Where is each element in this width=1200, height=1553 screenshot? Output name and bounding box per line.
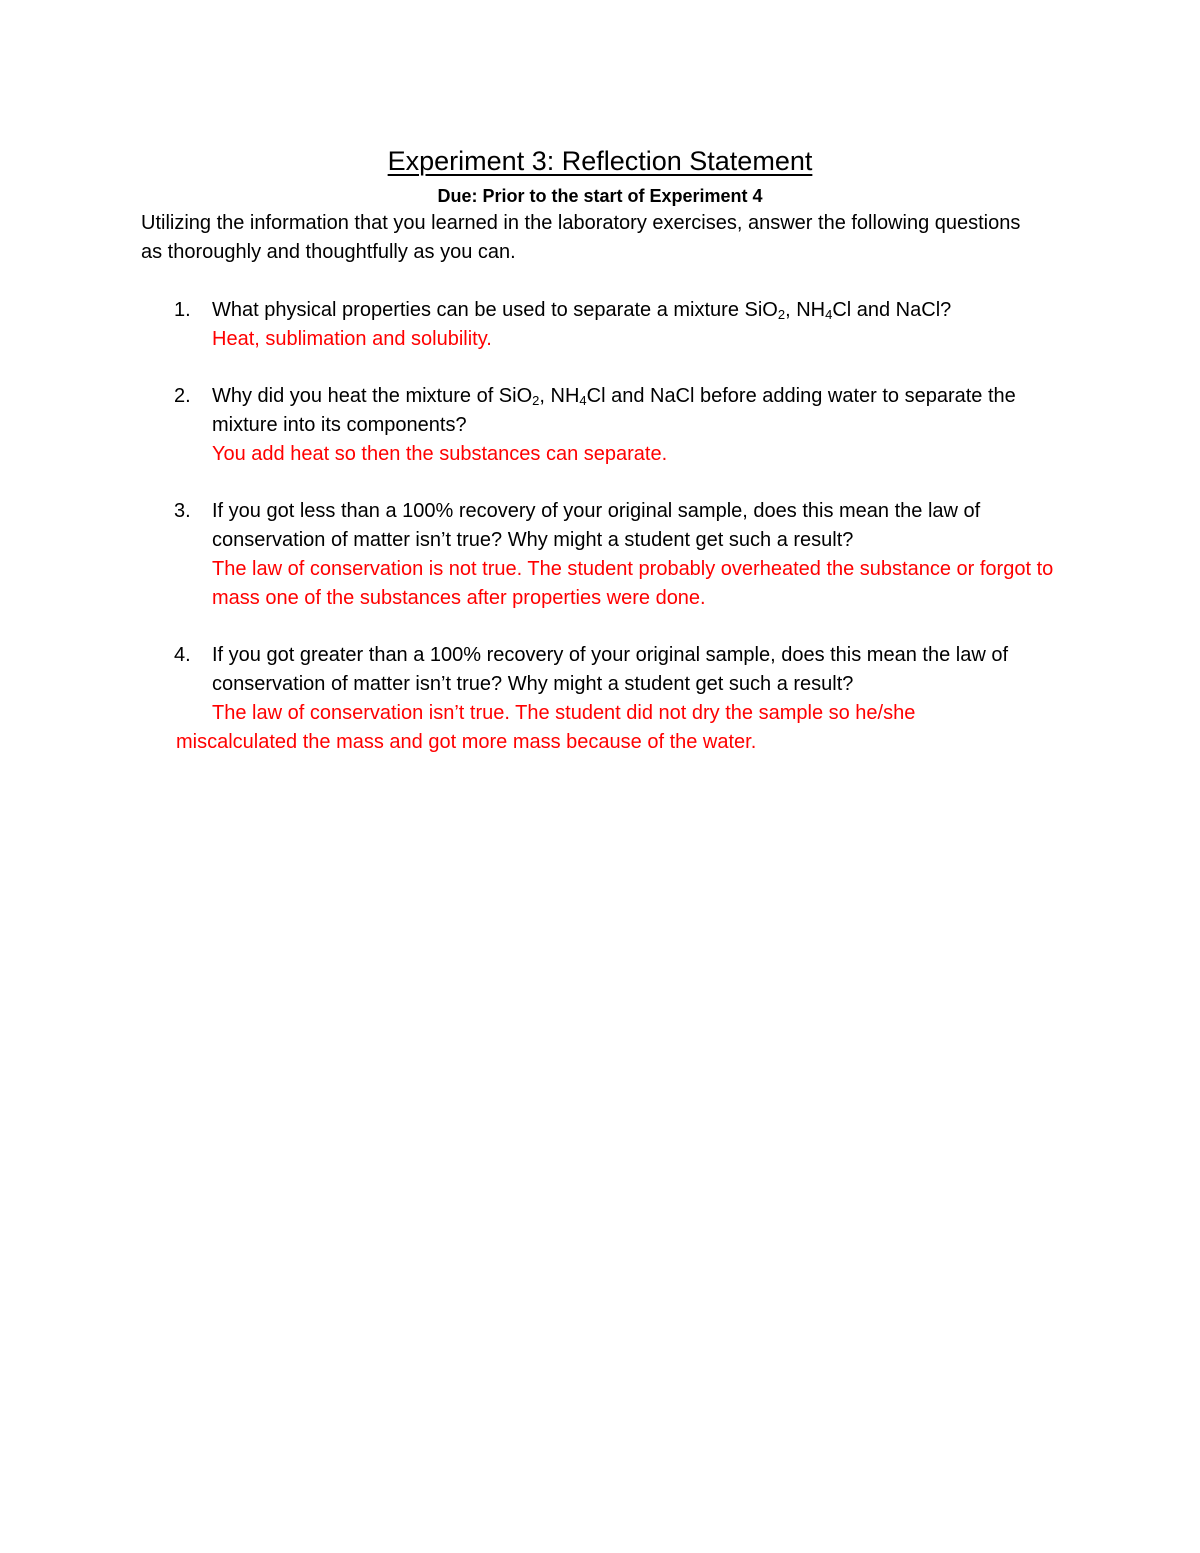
answer-text: The law of conservation is not true. The student probably overheated the substance or forgot to mass one of the substances after properties were done. [212, 558, 1054, 609]
due-date: Due: Prior to the start of Experiment 4 [437, 186, 763, 206]
question-number: 3. [174, 500, 191, 522]
intro-paragraph: Utilizing the information that you learned in the laboratory exercises, answer the following questions as thoroughly and thoughtfully as you can. [141, 212, 1021, 263]
answer-text: You add heat so then the substances can separate. [212, 443, 668, 465]
answer-text: Heat, sublimation and solubility. [212, 328, 492, 350]
answer-4 [174, 699, 1054, 728]
question-number: 2. [174, 385, 191, 407]
question-text: If you got greater than a 100% recovery of your original sample, does this mean the law of conservation of matter isn’t true? Why might a student get such a result? [212, 644, 1008, 695]
question-text: Why did you heat the mixture of SiO$_2$, $NH_4Cl$ and NaCl before adding water to separate the mixture into its components? [212, 385, 1016, 436]
answer-4-continued [176, 728, 1056, 757]
question-number: 1. [174, 299, 191, 321]
answer-line: miscalculated the mass and got more mass because of the water. [176, 731, 757, 753]
question-4 [174, 641, 1054, 699]
question-1 [174, 296, 1054, 354]
question-2 [174, 382, 1054, 469]
page-title: Experiment 3: Reflection Statement [387, 146, 813, 176]
question-text: What physical properties can be used to separate a mixture SiO$_2$, $NH_4Cl$ and NaCl? [212, 299, 952, 322]
question-number: 4. [174, 644, 191, 666]
answer-line: The law of conservation isn’t true. The student did not dry the sample so he/she [212, 702, 916, 724]
question-3 [174, 497, 1054, 613]
question-text: If you got less than a 100% recovery of your original sample, does this mean the law of conservation of matter isn’t true? Why might a student get such a result? [212, 500, 981, 551]
